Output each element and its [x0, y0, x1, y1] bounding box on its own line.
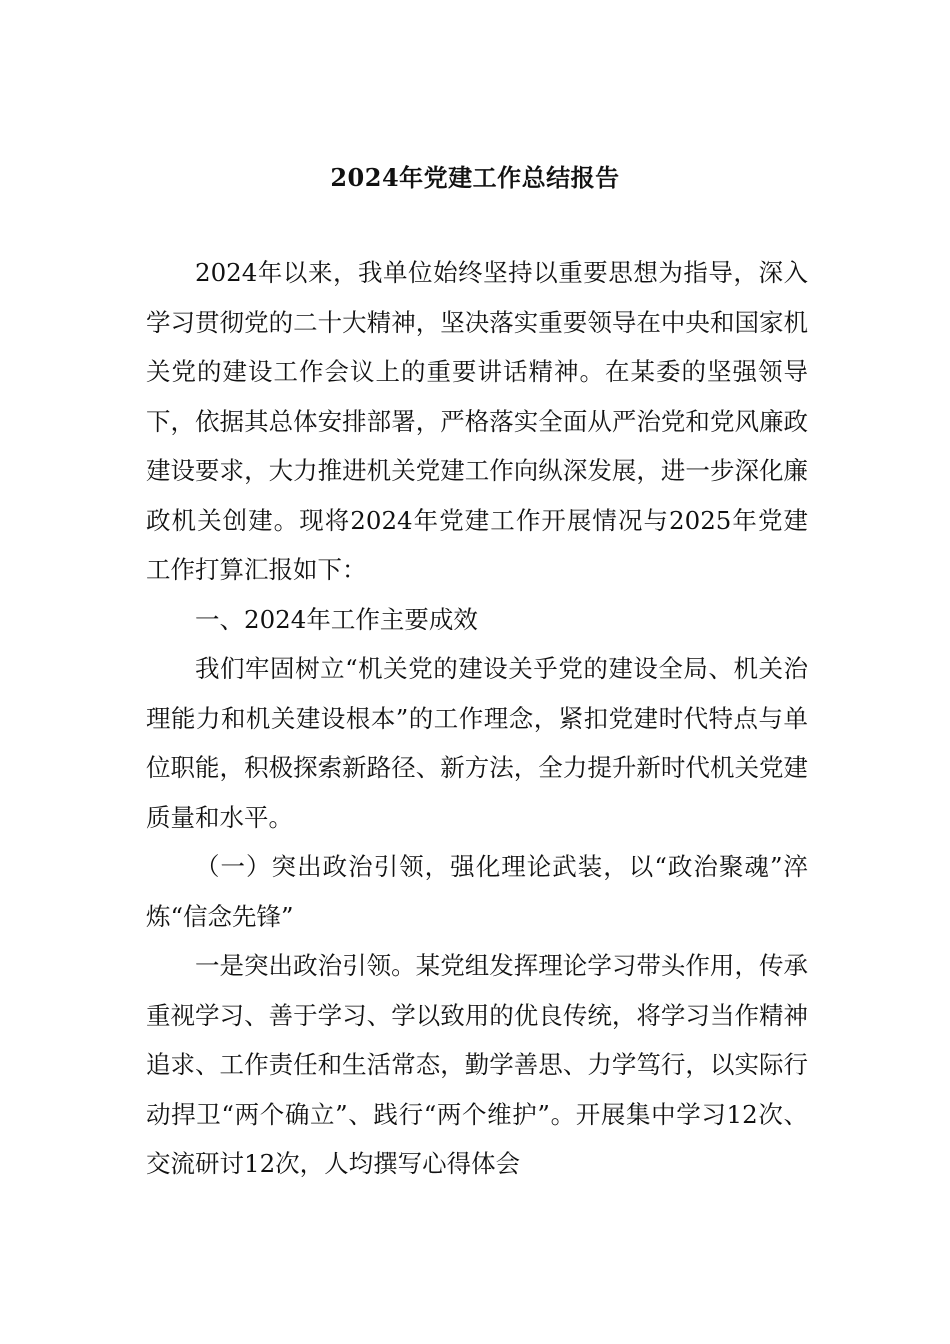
subsection-heading-political-leadership: （一）突出政治引领，强化理论武装，以“政治聚魂”淬炼“信念先锋” — [146, 852, 808, 931]
paragraph-work-concept: 我们牢固树立“机关党的建设关乎党的建设全局、机关治理能力和机关建设根本”的工作理念，紧扣党建时代特点与单位职能，积极探索新路径、新方法，全力提升新时代机关党建质量和水平。 — [146, 654, 808, 832]
paragraph-political-leadership: 一是突出政治引领。某党组发挥理论学习带头作用，传承重视学习、善于学习、学以致用的优良传统，将学习当作精神追求、工作责任和生活常态，勤学善思、力学笃行，以实际行动捍卫“两个确立”、践行“两个维护”。开展集中学习12次、交流研讨12次，人均撰写心得体会 — [146, 951, 808, 1178]
section-heading-achievements: 一、2024年工作主要成效 — [195, 604, 478, 634]
paragraph-intro: 2024年以来，我单位始终坚持以重要思想为指导，深入学习贯彻党的二十大精神，坚决落实重要领导在中央和国家机关党的建设工作会议上的重要讲话精神。在某委的坚强领导下，依据其总体安排部署，严格落实全面从严治党和党风廉政建设要求，大力推进机关党建工作向纵深发展，进一步深化廉政机关创建。现将2024年党建工作开展情况与2025年党建工作打算汇报如下： — [146, 258, 808, 584]
document-title: 2024年党建工作总结报告 — [330, 163, 620, 192]
document-body — [146, 248, 808, 1189]
